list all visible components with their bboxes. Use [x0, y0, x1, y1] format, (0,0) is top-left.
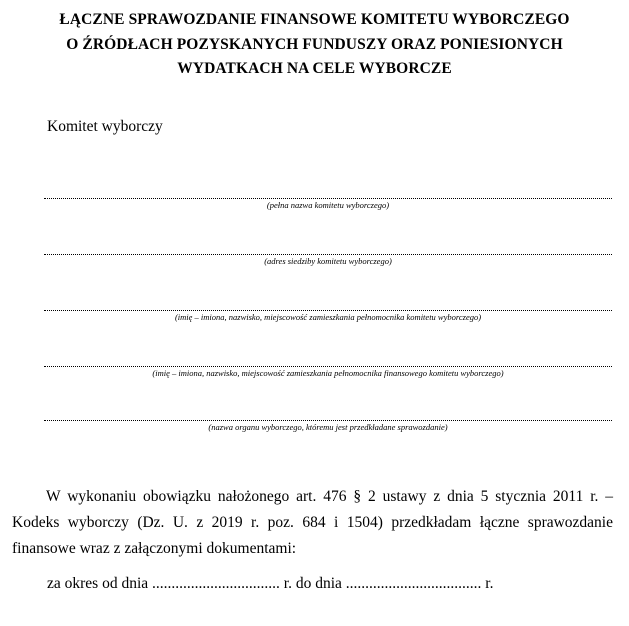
title-line-1: ŁĄCZNE SPRAWOZDANIE FINANSOWE KOMITETU WYBORCZEGO [59, 11, 570, 28]
committee-label: Komitet wyborczy [47, 118, 163, 135]
title-line-3: WYDATKACH NA CELE WYBORCZE [177, 60, 452, 77]
committee-agent-caption: (imię – imiona, nazwisko, miejscowość zamieszkania pełnomocnika komitetu wyborczego) [174, 312, 482, 322]
title-line-2: O ŹRÓDŁACH POZYSKANYCH FUNDUSZY ORAZ PONIESIONYCH [66, 35, 563, 53]
committee-address-field[interactable] [44, 242, 612, 267]
committee-agent-field[interactable] [44, 298, 612, 323]
document-title [0, 8, 629, 82]
electoral-body-field[interactable] [44, 408, 612, 433]
financial-agent-caption: (imię – imiona, nazwisko, miejscowość zamieszkania pełnomocnika finansowego komitetu wyborczego) [152, 368, 504, 378]
committee-name-line[interactable] [44, 186, 612, 199]
committee-address-caption: (adres siedziby komitetu wyborczego) [264, 256, 392, 266]
committee-agent-line[interactable] [44, 298, 612, 311]
electoral-body-caption: (nazwa organu wyborczego, któremu jest przedkładane sprawozdanie) [208, 422, 448, 432]
financial-agent-line[interactable] [44, 354, 612, 367]
electoral-body-line[interactable] [44, 408, 612, 421]
committee-address-line[interactable] [44, 242, 612, 255]
reporting-period[interactable]: za okres od dnia ................................. r. do dnia ................................... r. [47, 575, 494, 592]
committee-name-caption: (pełna nazwa komitetu wyborczego) [266, 200, 390, 210]
statement-paragraph: W wykonaniu obowiązku nałożonego art. 476 § 2 ustawy z dnia 5 stycznia 2011 r. – Kodeks wyborczy (Dz. U. z 2019 r. poz. 684 i 1504) przedkładam łączne sprawozdanie finansowe wraz z załączonymi dokumentami: [12, 488, 613, 557]
committee-name-field[interactable] [44, 186, 612, 211]
financial-agent-field[interactable] [44, 354, 612, 379]
